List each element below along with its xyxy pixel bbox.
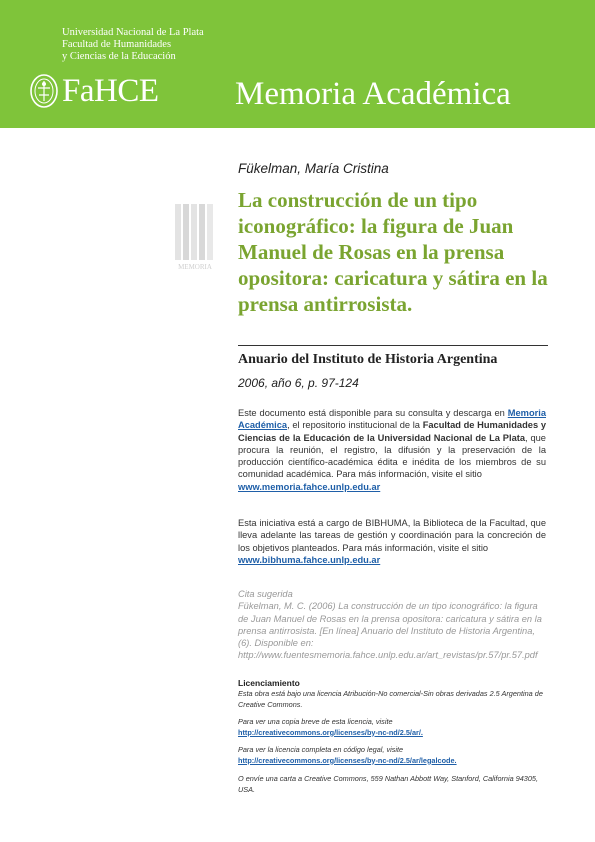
title-divider xyxy=(238,345,548,346)
license-heading: Licenciamiento xyxy=(238,678,300,688)
cita-text: Fükelman, M. C. (2006) La construcción de un tipo iconográfico: la figura de Juan Manuel de Rosas en la prensa opositora: caricatura y sátira en la prensa antirrosista. [En línea] Anuario del Instituto de Historia Argentina, (6). Disponible en: http://www.fuentesmemoria.fahce.unlp.edu.ar/art_revistas/pr.57/pr.57.pdf xyxy=(238,601,542,661)
license-full-block: Para ver la licencia completa en código legal, visite http://creativecommons.org/licenses/by-nc-nd/2.5/ar/legalcode. xyxy=(238,745,550,766)
cita-heading: Cita sugerida xyxy=(238,589,293,599)
license-short-link[interactable]: http://creativecommons.org/licenses/by-nc-nd/2.5/ar/. xyxy=(238,727,423,737)
university-block xyxy=(62,27,204,63)
license-short-block: Para ver una copia breve de esta licencia, visite http://creativecommons.org/licenses/by-nc-nd/2.5/ar/. xyxy=(238,717,550,738)
faculty-line-1: Facultad de Humanidades xyxy=(62,39,172,50)
university-seal-icon xyxy=(29,73,59,109)
faculty-line-2: y Ciencias de la Educación xyxy=(62,51,176,62)
license-full-link[interactable]: http://creativecommons.org/licenses/by-nc-nd/2.5/ar/legalcode. xyxy=(238,755,457,765)
availability-paragraph: Este documento está disponible para su consulta y descarga en Memoria Académica, el repositorio institucional de la Facultad de Humanidades y Ciencias de la Educación de la Universidad Nacional de La Plata, que procura la reunión, el registro, la difusión y la preservación de la producción científico-académica édita e inédita de los miembros de su comunidad académica. Para más información, visite el sitio www.memoria.fahce.unlp.edu.ar xyxy=(238,408,546,492)
suggested-citation xyxy=(238,588,548,662)
license-text-4: O envíe una carta a Creative Commons, 559 Nathan Abbott Way, Stanford, California 94305, USA. xyxy=(238,774,539,794)
header-banner xyxy=(0,0,595,128)
author-name: Fükelman, María Cristina xyxy=(238,161,389,176)
memoria-logo-icon xyxy=(169,200,221,272)
article-title: La construcción de un tipo iconográfico: la figura de Juan Manuel de Rosas en la prensa opositora: caricatura y sátira en la prensa antirrosista. xyxy=(238,188,548,316)
university-name: Universidad Nacional de La Plata xyxy=(62,27,204,38)
journal-name: Anuario del Instituto de Historia Argentina xyxy=(238,352,498,367)
citation-details: 2006, año 6, p. 97-124 xyxy=(238,376,359,390)
memoria-logo-text: MEMORIA xyxy=(178,263,212,271)
faculty-name-bold: Facultad de Humanidades y Ciencias de la Educación de la Universidad Nacional de La Plata xyxy=(238,420,546,443)
memoria-url-link[interactable]: www.memoria.fahce.unlp.edu.ar xyxy=(238,481,381,492)
license-text-1: Esta obra está bajo una licencia Atribución-No comercial-Sin obras derivadas 2.5 Argentina de Creative Commons. xyxy=(238,689,543,709)
repository-name: Memoria Académica xyxy=(235,76,511,112)
bibhuma-url-link[interactable]: www.bibhuma.fahce.unlp.edu.ar xyxy=(238,554,381,565)
fahce-brand: FaHCE xyxy=(62,73,159,109)
bibhuma-paragraph: Esta iniciativa está a cargo de BIBHUMA, la Biblioteca de la Facultad, que lleva adelante las tareas de gestión y coordinación para la concreción de los objetivos planteados. Para más información, visite el sitio www.bibhuma.fahce.unlp.edu.ar xyxy=(238,518,546,565)
memoria-academica-link[interactable]: Memoria Académica xyxy=(238,408,546,431)
